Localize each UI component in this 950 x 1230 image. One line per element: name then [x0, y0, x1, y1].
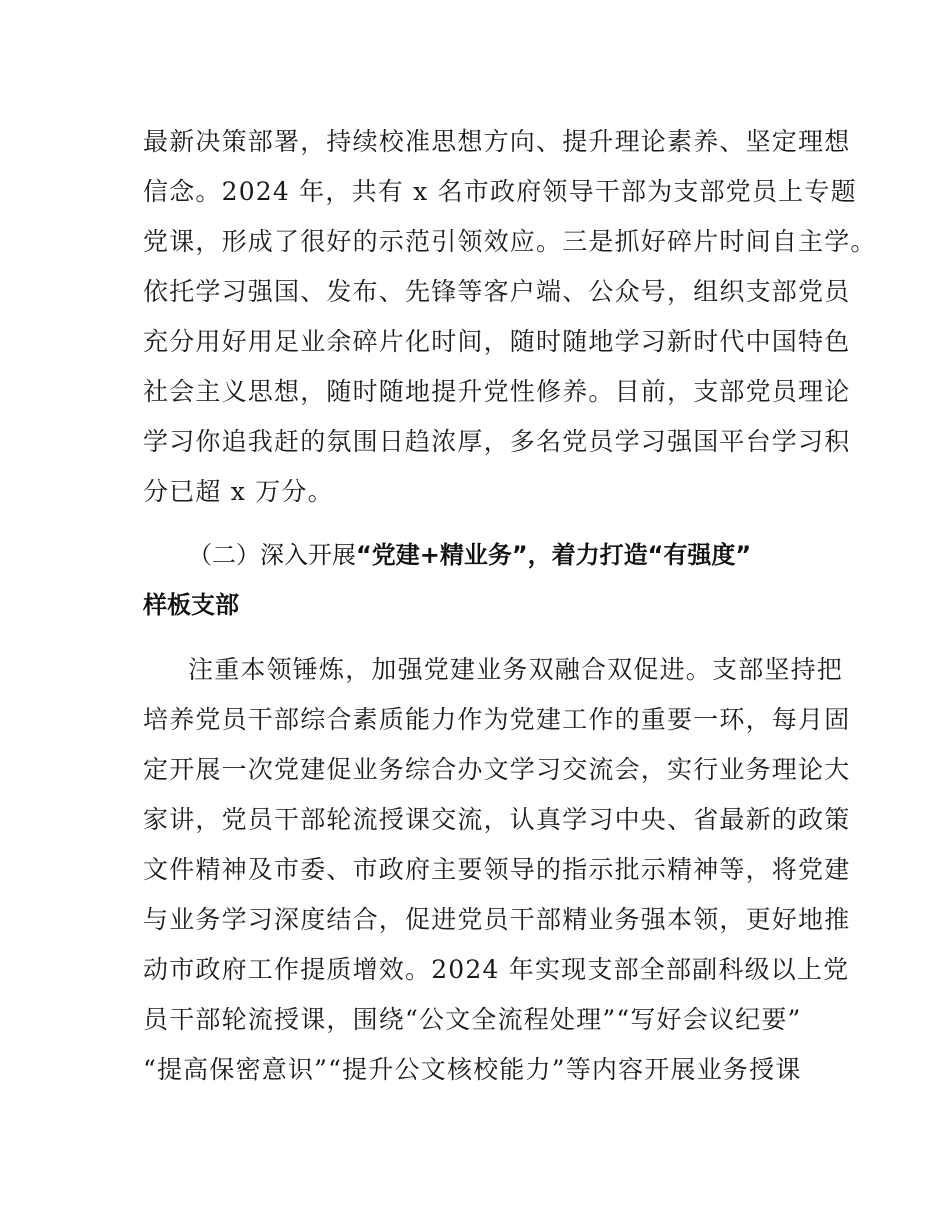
paragraph-2-line-7: 动市政府工作提质增效。2024 年实现支部全部副科级以上党 [143, 955, 850, 984]
paragraph-1-line-2: 信念。2024 年，共有 x 名市政府领导干部为支部党员上专题 [143, 177, 857, 206]
paragraph-1-line-5: 充分用好用足业余碎片化时间，随时随地学习新时代中国特色 [143, 327, 851, 356]
paragraph-1-line-4: 依托学习强国、发布、先锋等客户端、公众号，组织支部党员 [143, 277, 851, 306]
paragraph-1-line-7: 学习你追我赶的氛围日趋浓厚，多名党员学习强国平台学习积 [143, 427, 851, 456]
paragraph-2-line-5: 文件精神及市委、市政府主要领导的指示批示精神等，将党建 [143, 855, 851, 884]
section-heading-emphasis: “党建+精业务”，着力打造“有强度” [356, 541, 752, 569]
paragraph-2-line-2: 培养党员干部综合素质能力作为党建工作的重要一环，每月固 [143, 705, 851, 734]
paragraph-1-line-8: 分已超 x 万分。 [143, 477, 334, 506]
paragraph-1-line-1: 最新决策部署，持续校准思想方向、提升理论素养、坚定理想 [143, 127, 851, 156]
paragraph-2-line-8: 员干部轮流授课，围绕“公文全流程处理”“写好会议纪要” [143, 1005, 802, 1034]
section-heading-line-2: 样板支部 [143, 591, 239, 619]
section-heading [188, 540, 751, 570]
section-heading-prefix: （二）深入开展 [188, 541, 356, 569]
paragraph-1-line-6: 社会主义思想，随时随地提升党性修养。目前，支部党员理论 [143, 377, 851, 406]
paragraph-2-line-3: 定开展一次党建促业务综合办文学习交流会，实行业务理论大 [143, 755, 851, 784]
paragraph-1-line-3: 党课，形成了很好的示范引领效应。三是抓好碎片时间自主学。 [143, 227, 877, 256]
paragraph-2-line-6: 与业务学习深度结合，促进党员干部精业务强本领，更好地推 [143, 905, 851, 934]
paragraph-2-line-9: “提高保密意识”“提升公文核校能力”等内容开展业务授课 [143, 1055, 802, 1084]
paragraph-2-line-4: 家讲，党员干部轮流授课交流，认真学习中央、省最新的政策 [143, 805, 851, 834]
paragraph-2-line-1: 注重本领锤炼，加强党建业务双融合双促进。支部坚持把 [188, 655, 844, 684]
